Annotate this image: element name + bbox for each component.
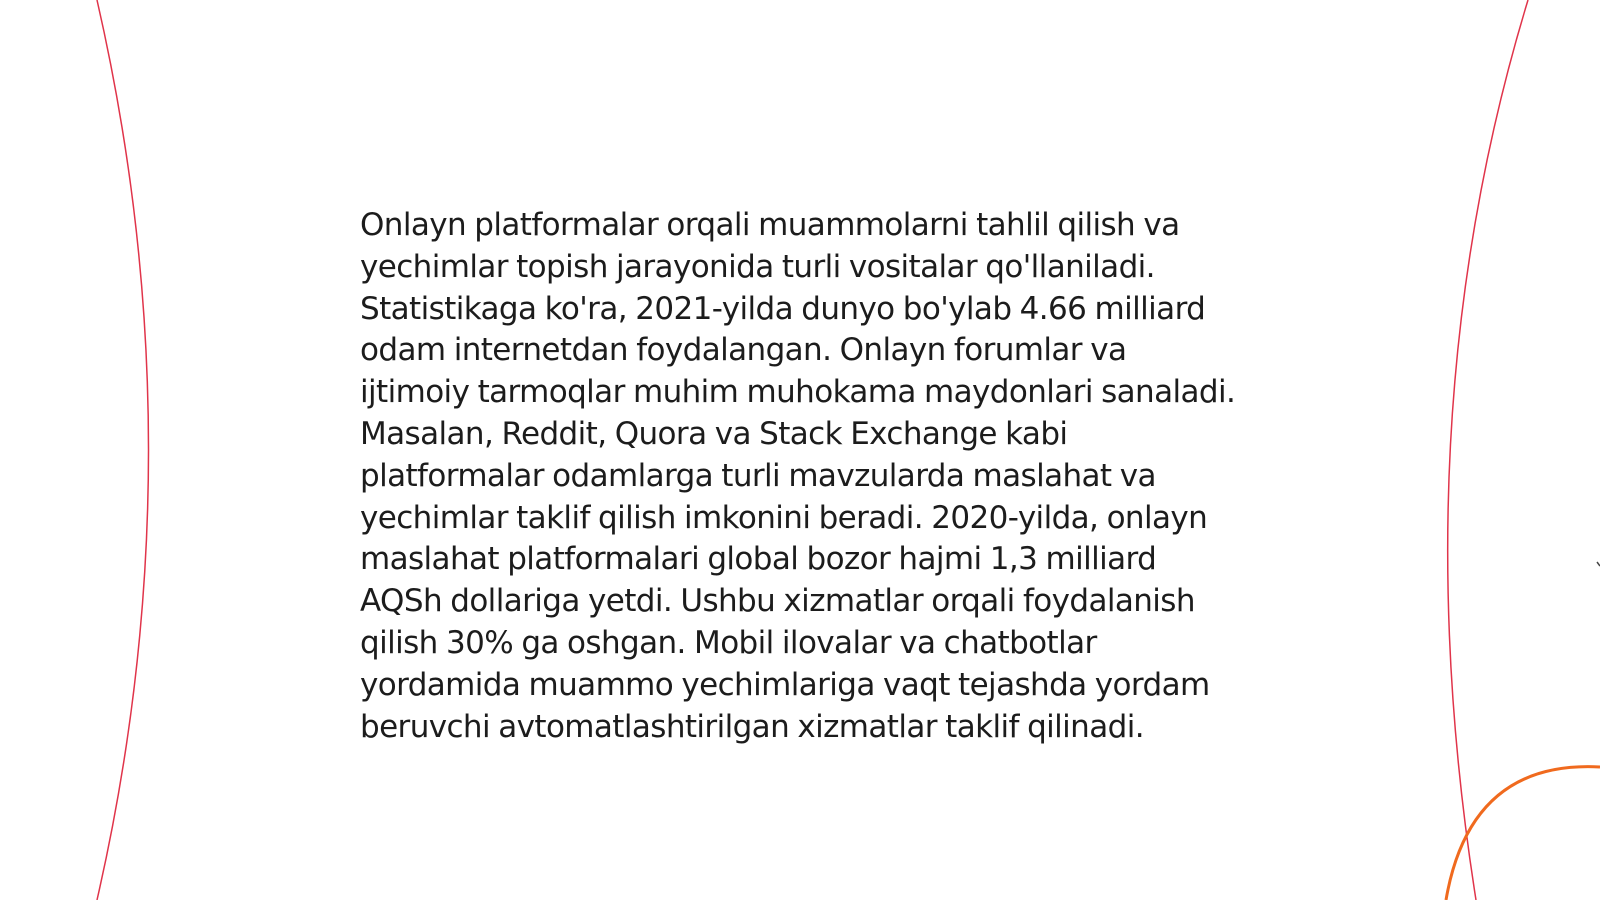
right-curve-line xyxy=(1448,0,1528,900)
corner-arc xyxy=(1446,767,1600,900)
left-curve-line xyxy=(97,0,149,900)
slide-body-text: Onlayn platformalar orqali muammolarni tahlil qilish va yechimlar topish jarayonida turli vositalar qo'llaniladi. Statistikaga ko'ra, 2021-yilda dunyo bo'ylab 4.66 milliard odam internetdan foydalangan. Onlayn forumlar va ijtimoiy tarmoqlar muhim muhokama maydonlari sanaladi. Masalan, Reddit, Quora va Stack Exchange kabi platformalar odamlarga turli mavzularda maslahat va yechimlar taklif qilish imkonini beradi. 2020-yilda, onlayn maslahat platformalari global bozor hajmi 1,3 milliard AQSh dollariga yetdi. Ushbu xizmatlar orqali foydalanish qilish 30% ga oshgan. Mobil ilovalar va chatbotlar yordamida muammo yechimlariga vaqt tejashda yordam beruvchi avtomatlashtirilgan xizmatlar taklif qilinadi. xyxy=(360,207,1236,745)
